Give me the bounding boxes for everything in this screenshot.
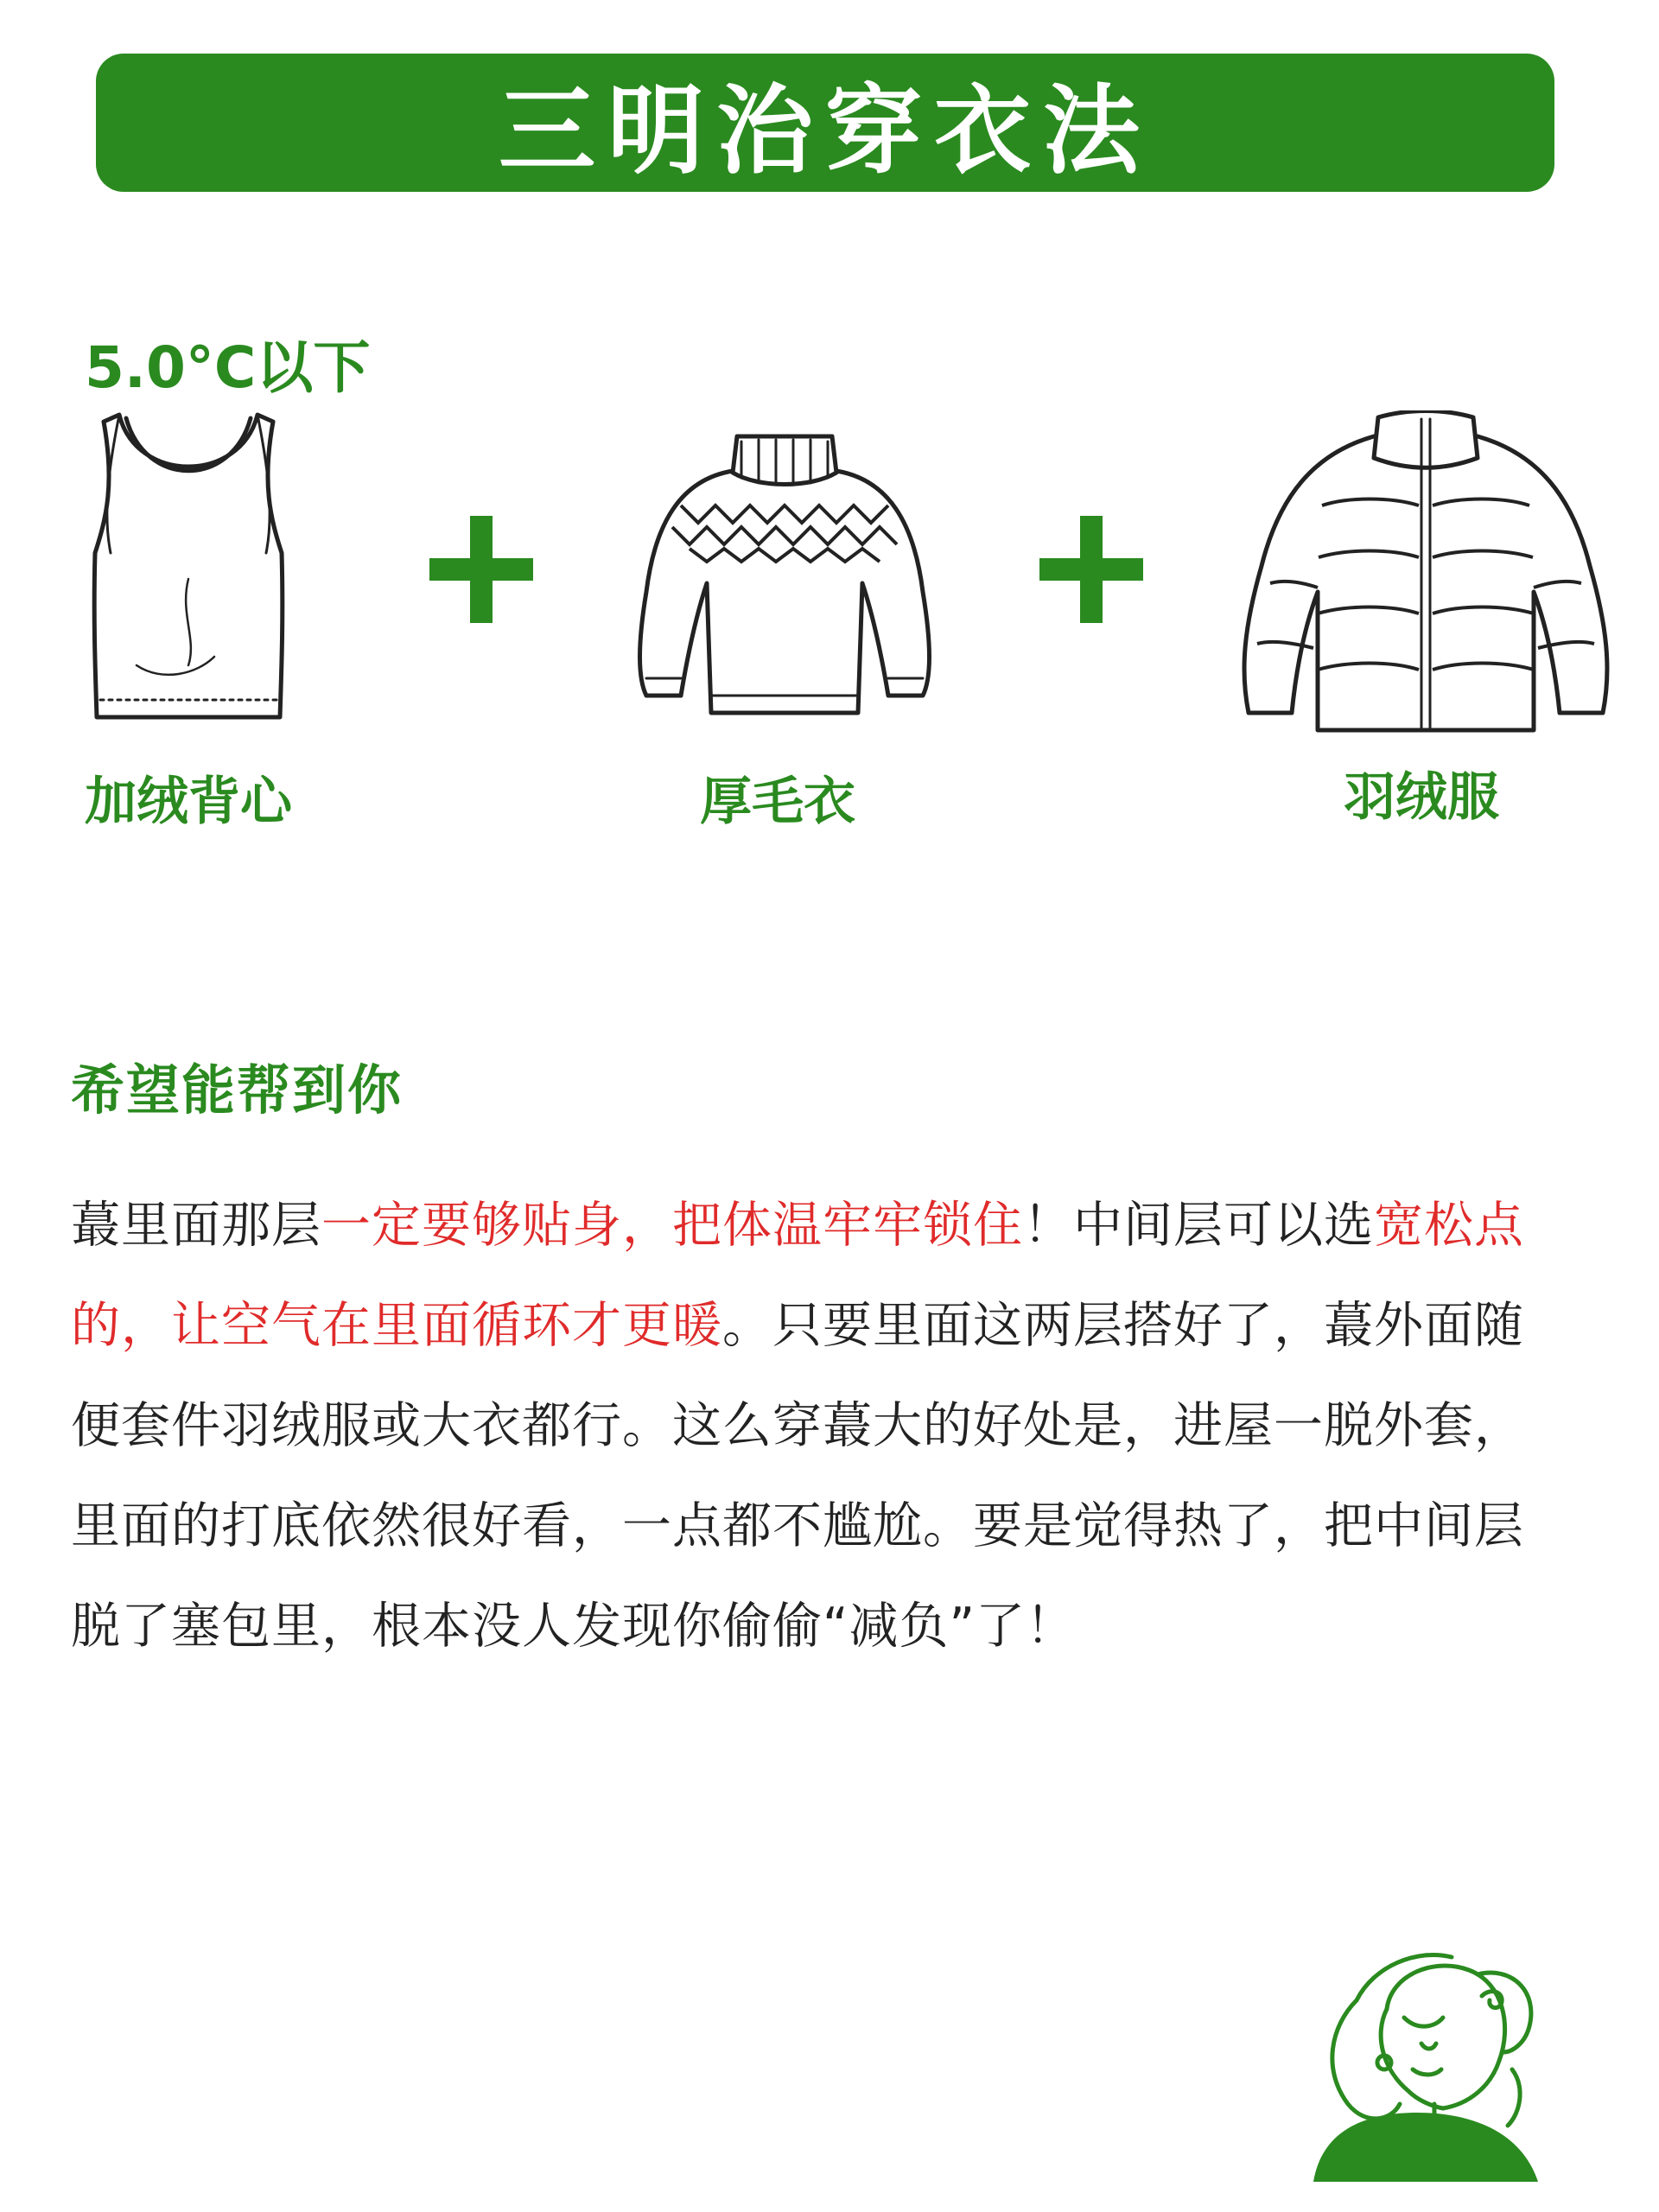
- plus-icon: [1039, 516, 1143, 626]
- tips-paragraph: [71, 1175, 1566, 1676]
- garment-label-tank-top: 加绒背心: [85, 772, 292, 832]
- tips-segment: 蕞里面那层: [71, 1197, 321, 1254]
- tips-highlight: 宽松点的，让空气在里面循环才更暖: [71, 1197, 1524, 1354]
- tips-highlight: 一定要够贴身，把体温牢牢锁住: [321, 1197, 1023, 1254]
- page-title: 三明治穿衣法: [499, 74, 1152, 188]
- plus-icon: [429, 516, 533, 626]
- tips-heading: 希望能帮到你: [71, 1058, 404, 1122]
- garment-label-down-jacket: 羽绒服: [1344, 767, 1499, 828]
- tips-segment: ！中间层可以选: [1023, 1197, 1374, 1254]
- temperature-label: 5.0°C以下: [85, 334, 371, 401]
- title-banner: [96, 54, 1554, 192]
- tank-top-icon: [85, 406, 292, 734]
- woman-illustration-icon: [1305, 1948, 1547, 2194]
- down-jacket-icon: [1236, 410, 1616, 739]
- garment-label-sweater: 厚毛衣: [700, 772, 855, 832]
- tips-segment: 。只要里面这两层搭好了，蕞外面随便套件羽绒服或大衣都行。这么穿蕞大的好处是，进屋一脱外套，里面的打底依然很好看，一点都不尴尬。要是觉得热了，把中间层脱了塞包里，根本没人发现你偷偷“减负”了！: [71, 1297, 1524, 1655]
- sweater-icon: [629, 419, 940, 721]
